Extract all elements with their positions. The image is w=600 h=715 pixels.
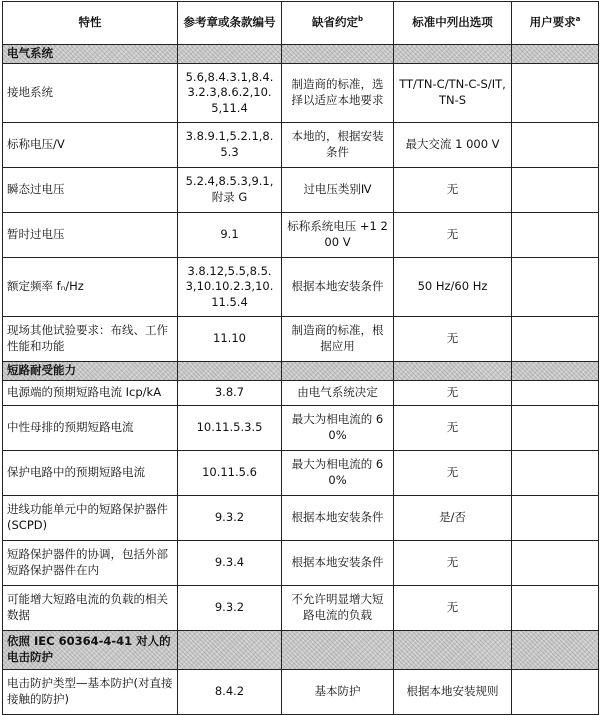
header-user-requirement bbox=[512, 2, 599, 45]
user-requirement-cell[interactable] bbox=[512, 213, 599, 258]
header-user-label: 用户要求 bbox=[529, 15, 576, 30]
default-cell: 最大为相电流的 60% bbox=[282, 451, 394, 496]
reference-cell: 5.2.4,8.5.3,9.1,附录 G bbox=[178, 168, 282, 213]
user-requirement-cell[interactable] bbox=[512, 381, 599, 406]
options-cell: 无 bbox=[394, 406, 512, 451]
feature-cell: 暂时过电压 bbox=[3, 213, 178, 258]
section-electrical bbox=[3, 45, 599, 64]
table-row bbox=[3, 317, 599, 362]
options-cell: 无 bbox=[394, 168, 512, 213]
reference-cell: 9.1 bbox=[178, 213, 282, 258]
options-cell: 无 bbox=[394, 586, 512, 631]
default-cell: 标称系统电压 +1 200 V bbox=[282, 213, 394, 258]
header-options: 标准中列出选项 bbox=[394, 2, 512, 45]
default-cell: 根据本地安装条件 bbox=[282, 541, 394, 586]
feature-cell: 电击防护类型—基本防护(对直接接触的防护) bbox=[3, 670, 178, 715]
table-row bbox=[3, 586, 599, 631]
default-cell: 制造商的标准，选择以适应本地要求 bbox=[282, 64, 394, 123]
feature-cell: 额定频率 fₙ/Hz bbox=[3, 258, 178, 317]
feature-cell: 现场其他试验要求：布线、工作性能和功能 bbox=[3, 317, 178, 362]
reference-cell: 3.8.9.1,5.2.1,8.5.3 bbox=[178, 123, 282, 168]
user-requirement-cell[interactable] bbox=[512, 406, 599, 451]
default-cell: 本地的，根据安装条件 bbox=[282, 123, 394, 168]
reference-cell: 9.3.4 bbox=[178, 541, 282, 586]
user-requirement-cell[interactable] bbox=[512, 168, 599, 213]
reference-cell: 11.10 bbox=[178, 317, 282, 362]
feature-cell: 短路保护器件的协调，包括外部短路保护器件在内 bbox=[3, 541, 178, 586]
user-requirement-cell[interactable] bbox=[512, 258, 599, 317]
user-requirement-cell[interactable] bbox=[512, 451, 599, 496]
default-cell: 制造商的标准，根据应用 bbox=[282, 317, 394, 362]
options-cell: 是/否 bbox=[394, 496, 512, 541]
options-cell: 50 Hz/60 Hz bbox=[394, 258, 512, 317]
table-row bbox=[3, 541, 599, 586]
section-title: 依照 IEC 60364-4-41 对人的电击防护 bbox=[3, 631, 178, 670]
default-cell: 不允许明显增大短路电流的负载 bbox=[282, 586, 394, 631]
table-row bbox=[3, 213, 599, 258]
reference-cell: 8.4.2 bbox=[178, 670, 282, 715]
header-row bbox=[3, 2, 599, 45]
section-title: 电气系统 bbox=[3, 45, 178, 64]
section-protection bbox=[3, 631, 599, 670]
header-feature: 特性 bbox=[3, 2, 178, 45]
default-cell: 根据本地安装条件 bbox=[282, 258, 394, 317]
reference-cell: 3.8.7 bbox=[178, 381, 282, 406]
options-cell: 最大交流 1 000 V bbox=[394, 123, 512, 168]
default-cell: 基本防护 bbox=[282, 670, 394, 715]
options-cell: 无 bbox=[394, 317, 512, 362]
feature-cell: 中性母排的预期短路电流 bbox=[3, 406, 178, 451]
feature-cell: 进线功能单元中的短路保护器件(SCPD) bbox=[3, 496, 178, 541]
options-cell: 无 bbox=[394, 451, 512, 496]
user-requirement-cell[interactable] bbox=[512, 64, 599, 123]
table-row bbox=[3, 406, 599, 451]
footnote-b: b bbox=[357, 15, 363, 24]
user-requirement-cell[interactable] bbox=[512, 496, 599, 541]
header-default-label: 缺省约定 bbox=[311, 15, 358, 30]
footnote-a: a bbox=[575, 15, 581, 24]
default-cell: 由电气系统决定 bbox=[282, 381, 394, 406]
spec-table bbox=[2, 1, 599, 715]
reference-cell: 3.8.12,5.5,8.5.3,10.10.2.3,10.11.5.4 bbox=[178, 258, 282, 317]
table-row bbox=[3, 64, 599, 123]
feature-cell: 保护电路中的预期短路电流 bbox=[3, 451, 178, 496]
options-cell: 根据本地安装规则 bbox=[394, 670, 512, 715]
default-cell: 根据本地安装条件 bbox=[282, 496, 394, 541]
table-row bbox=[3, 496, 599, 541]
feature-cell: 接地系统 bbox=[3, 64, 178, 123]
options-cell: 无 bbox=[394, 541, 512, 586]
table-row bbox=[3, 168, 599, 213]
user-requirement-cell[interactable] bbox=[512, 123, 599, 168]
header-default bbox=[282, 2, 394, 45]
default-cell: 最大为相电流的 60% bbox=[282, 406, 394, 451]
user-requirement-cell[interactable] bbox=[512, 541, 599, 586]
feature-cell: 标称电压/V bbox=[3, 123, 178, 168]
feature-cell: 电源端的预期短路电流 Icp/kA bbox=[3, 381, 178, 406]
user-requirement-cell[interactable] bbox=[512, 670, 599, 715]
table-row bbox=[3, 451, 599, 496]
reference-cell: 10.11.5.3.5 bbox=[178, 406, 282, 451]
header-reference: 参考章或条款编号 bbox=[178, 2, 282, 45]
reference-cell: 10.11.5.6 bbox=[178, 451, 282, 496]
table-row bbox=[3, 381, 599, 406]
options-cell: 无 bbox=[394, 213, 512, 258]
user-requirement-cell[interactable] bbox=[512, 586, 599, 631]
section-title: 短路耐受能力 bbox=[3, 362, 178, 381]
reference-cell: 9.3.2 bbox=[178, 586, 282, 631]
options-cell: TT/TN-C/TN-C-S/IT,TN-S bbox=[394, 64, 512, 123]
section-short-circuit bbox=[3, 362, 599, 381]
feature-cell: 瞬态过电压 bbox=[3, 168, 178, 213]
options-cell: 无 bbox=[394, 381, 512, 406]
default-cell: 过电压类别Ⅳ bbox=[282, 168, 394, 213]
reference-cell: 9.3.2 bbox=[178, 496, 282, 541]
table-row bbox=[3, 258, 599, 317]
table-row bbox=[3, 123, 599, 168]
feature-cell: 可能增大短路电流的负载的相关数据 bbox=[3, 586, 178, 631]
user-requirement-cell[interactable] bbox=[512, 317, 599, 362]
table-row bbox=[3, 670, 599, 715]
reference-cell: 5.6,8.4.3.1,8.4.3.2.3,8.6.2,10.5,11.4 bbox=[178, 64, 282, 123]
